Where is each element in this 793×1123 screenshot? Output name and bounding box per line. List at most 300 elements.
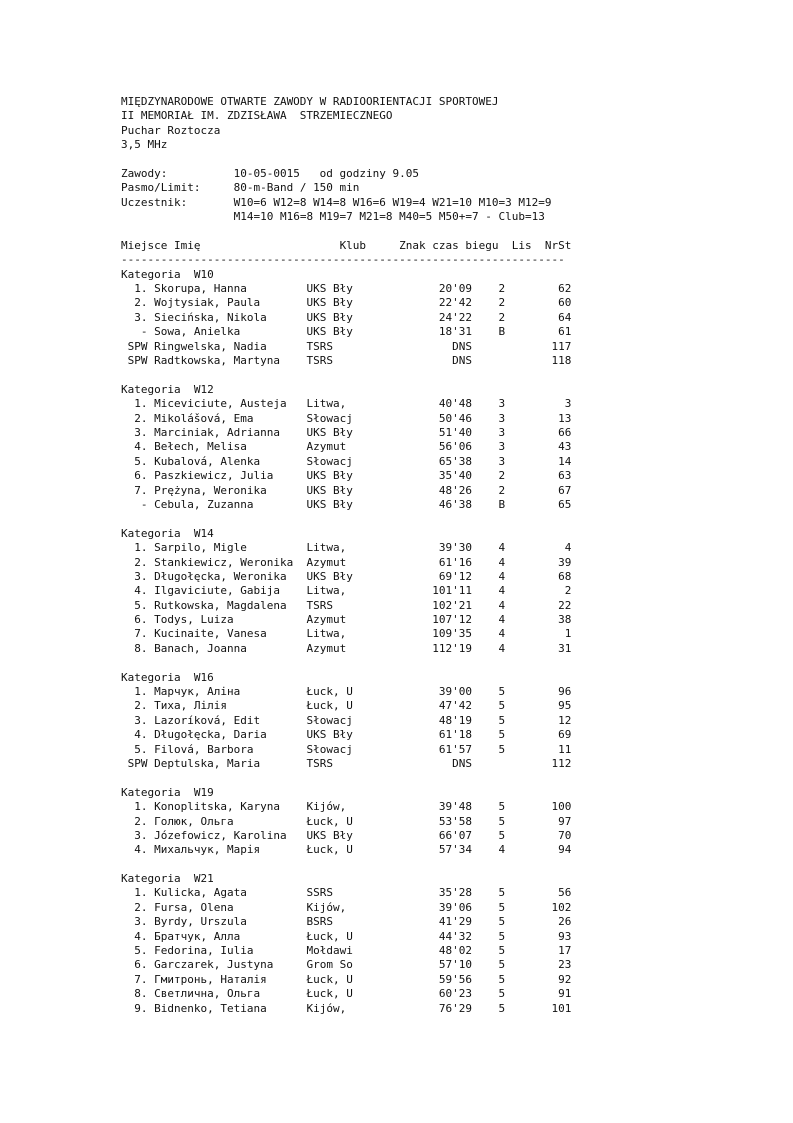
info-uczestnik-value-1: W10=6 W12=8 W14=8 W16=6 W19=4 W21=10 M10=3 M12=9 bbox=[233, 195, 552, 209]
result-nrst: 39 bbox=[505, 555, 572, 569]
result-place: 3. bbox=[121, 915, 155, 929]
category-block bbox=[121, 383, 681, 527]
result-name: Banach, Joanna bbox=[154, 641, 307, 655]
result-place: 5. bbox=[121, 598, 155, 612]
result-place: 5. bbox=[121, 454, 155, 468]
result-club: Grom So bbox=[306, 958, 353, 972]
result-lis: 5 bbox=[472, 713, 506, 727]
col-lis: Lis bbox=[511, 238, 545, 252]
category-title: Kategoria W16 bbox=[121, 670, 214, 684]
result-time: 101'11 bbox=[352, 584, 473, 598]
result-nrst: 4 bbox=[505, 541, 572, 555]
result-row bbox=[121, 757, 681, 771]
result-place: 2. bbox=[121, 900, 155, 914]
result-time: 107'12 bbox=[352, 613, 473, 627]
result-club: UKS Bły bbox=[306, 296, 353, 310]
result-name: Kubalová, Alenka bbox=[154, 454, 307, 468]
result-name: Konoplitska, Karyna bbox=[154, 800, 307, 814]
result-nrst: 94 bbox=[505, 843, 572, 857]
doc-title: MIĘDZYNARODOWE OTWARTE ZAWODY W RADIOORIENTACJI SPORTOWEJ bbox=[121, 95, 499, 108]
result-club: Kijów, bbox=[306, 1001, 353, 1015]
result-name: Deptulska, Maria bbox=[154, 756, 307, 770]
result-row bbox=[121, 886, 681, 900]
result-place: 6. bbox=[121, 958, 155, 972]
result-name: Kucinaite, Vanesa bbox=[154, 627, 307, 641]
result-place: 6. bbox=[121, 613, 155, 627]
result-row bbox=[121, 340, 681, 354]
result-nrst: 101 bbox=[505, 1001, 572, 1015]
result-lis: 5 bbox=[472, 1001, 506, 1015]
result-place: SPW bbox=[121, 354, 155, 368]
result-nrst: 65 bbox=[505, 497, 572, 511]
result-row bbox=[121, 930, 681, 944]
result-lis: B bbox=[472, 497, 506, 511]
result-name: Sarpilo, Migle bbox=[154, 541, 307, 555]
result-time: 44'32 bbox=[352, 929, 473, 943]
result-nrst: 97 bbox=[505, 814, 572, 828]
result-name: Prężyna, Weronika bbox=[154, 483, 307, 497]
result-time: 57'10 bbox=[352, 958, 473, 972]
result-name: Skorupa, Hanna bbox=[154, 282, 307, 296]
result-nrst: 1 bbox=[505, 627, 572, 641]
col-nrst: NrSt bbox=[544, 238, 572, 252]
category-block bbox=[121, 671, 681, 786]
result-club: Kijów, bbox=[306, 900, 353, 914]
result-place: 1. bbox=[121, 886, 155, 900]
result-club: Kijów, bbox=[306, 800, 353, 814]
result-nrst: 2 bbox=[505, 584, 572, 598]
result-lis: 2 bbox=[472, 483, 506, 497]
result-name: Ilgaviciute, Gabija bbox=[154, 584, 307, 598]
spacer bbox=[121, 858, 681, 872]
result-club: Łuck, U bbox=[306, 685, 353, 699]
result-name: Братчук, Алла bbox=[154, 929, 307, 943]
result-name: Cebula, Zuzanna bbox=[154, 497, 307, 511]
result-time: 66'07 bbox=[352, 828, 473, 842]
result-time: 39'30 bbox=[352, 541, 473, 555]
result-nrst: 23 bbox=[505, 958, 572, 972]
info-zawody bbox=[121, 167, 681, 181]
result-lis: 5 bbox=[472, 929, 506, 943]
result-place: 1. bbox=[121, 282, 155, 296]
result-place: 7. bbox=[121, 972, 155, 986]
result-lis: 3 bbox=[472, 454, 506, 468]
doc-subtitle: II MEMORIAŁ IM. ZDZISŁAWA STRZEMIECZNEGO bbox=[121, 109, 393, 123]
result-place: 8. bbox=[121, 641, 155, 655]
result-nrst: 38 bbox=[505, 613, 572, 627]
result-place: 8. bbox=[121, 987, 155, 1001]
result-time: 22'42 bbox=[352, 296, 473, 310]
result-row bbox=[121, 829, 681, 843]
result-nrst: 3 bbox=[505, 397, 572, 411]
result-lis: 5 bbox=[472, 828, 506, 842]
result-club: Słowacj bbox=[306, 411, 353, 425]
result-nrst: 22 bbox=[505, 598, 572, 612]
result-row bbox=[121, 311, 681, 325]
result-club: UKS Bły bbox=[306, 483, 353, 497]
result-lis: 3 bbox=[472, 440, 506, 454]
result-row bbox=[121, 800, 681, 814]
result-place: 1. bbox=[121, 397, 155, 411]
result-lis: 2 bbox=[472, 296, 506, 310]
result-club: Azymut bbox=[306, 555, 353, 569]
result-lis: 5 bbox=[472, 915, 506, 929]
result-club: BSRS bbox=[306, 915, 353, 929]
result-place: 1. bbox=[121, 685, 155, 699]
result-row bbox=[121, 354, 681, 368]
result-name: Siecińska, Nikola bbox=[154, 310, 307, 324]
result-lis: 2 bbox=[472, 310, 506, 324]
result-lis: 4 bbox=[472, 584, 506, 598]
result-place: 3. bbox=[121, 425, 155, 439]
result-name: Byrdy, Urszula bbox=[154, 915, 307, 929]
result-nrst: 68 bbox=[505, 569, 572, 583]
result-nrst: 13 bbox=[505, 411, 572, 425]
result-row bbox=[121, 584, 681, 598]
result-club: Litwa, bbox=[306, 541, 353, 555]
spacer bbox=[121, 368, 681, 382]
col-miejsce: Miejsce bbox=[121, 238, 174, 252]
result-row bbox=[121, 599, 681, 613]
result-row bbox=[121, 455, 681, 469]
result-lis: 5 bbox=[472, 742, 506, 756]
result-time: 41'29 bbox=[352, 915, 473, 929]
result-club: UKS Bły bbox=[306, 425, 353, 439]
result-time: 39'06 bbox=[352, 900, 473, 914]
result-club: UKS Bły bbox=[306, 469, 353, 483]
result-name: Józefowicz, Karolina bbox=[154, 828, 307, 842]
result-time: 39'48 bbox=[352, 800, 473, 814]
result-time: 50'46 bbox=[352, 411, 473, 425]
result-time: 76'29 bbox=[352, 1001, 473, 1015]
category-block bbox=[121, 872, 681, 1016]
result-club: Mołdawi bbox=[306, 944, 353, 958]
result-lis: 5 bbox=[472, 987, 506, 1001]
result-row bbox=[121, 685, 681, 699]
result-time: 61'18 bbox=[352, 728, 473, 742]
result-time: 109'35 bbox=[352, 627, 473, 641]
result-place: SPW bbox=[121, 339, 155, 353]
result-nrst: 91 bbox=[505, 987, 572, 1001]
info-uczestnik bbox=[121, 196, 681, 210]
result-lis: 4 bbox=[472, 627, 506, 641]
result-club: TSRS bbox=[306, 354, 353, 368]
result-nrst: 43 bbox=[505, 440, 572, 454]
result-row bbox=[121, 426, 681, 440]
result-lis: 4 bbox=[472, 598, 506, 612]
result-row bbox=[121, 901, 681, 915]
category-title: Kategoria W14 bbox=[121, 526, 214, 540]
result-time: 56'06 bbox=[352, 440, 473, 454]
category-block bbox=[121, 527, 681, 671]
result-name: Paszkiewicz, Julia bbox=[154, 469, 307, 483]
results-document bbox=[121, 95, 681, 1016]
result-name: Długołęcka, Daria bbox=[154, 728, 307, 742]
info-pasmo-value: 80-m-Band / 150 min bbox=[233, 181, 360, 195]
result-time: 57'34 bbox=[352, 843, 473, 857]
result-lis: 5 bbox=[472, 800, 506, 814]
result-time: 112'19 bbox=[352, 641, 473, 655]
result-row bbox=[121, 1002, 681, 1016]
result-nrst: 69 bbox=[505, 728, 572, 742]
result-row bbox=[121, 944, 681, 958]
result-club: TSRS bbox=[306, 339, 353, 353]
result-time: 35'40 bbox=[352, 469, 473, 483]
result-lis: 5 bbox=[472, 699, 506, 713]
result-nrst: 12 bbox=[505, 713, 572, 727]
result-lis: 2 bbox=[472, 282, 506, 296]
result-time: 18'31 bbox=[352, 325, 473, 339]
result-row bbox=[121, 325, 681, 339]
result-place: 4. bbox=[121, 440, 155, 454]
result-place: 5. bbox=[121, 944, 155, 958]
result-nrst: 117 bbox=[505, 339, 572, 353]
result-name: Marciniak, Adrianna bbox=[154, 425, 307, 439]
result-lis: 4 bbox=[472, 555, 506, 569]
result-lis: 5 bbox=[472, 944, 506, 958]
result-lis: 5 bbox=[472, 900, 506, 914]
result-club: SSRS bbox=[306, 886, 353, 900]
result-nrst: 60 bbox=[505, 296, 572, 310]
result-club: Azymut bbox=[306, 440, 353, 454]
result-club: Azymut bbox=[306, 641, 353, 655]
result-place: 6. bbox=[121, 469, 155, 483]
category-block bbox=[121, 268, 681, 383]
result-nrst: 61 bbox=[505, 325, 572, 339]
result-club: Łuck, U bbox=[306, 814, 353, 828]
result-name: Miceviciute, Austeja bbox=[154, 397, 307, 411]
result-time: 61'16 bbox=[352, 555, 473, 569]
result-name: Михальчук, Марія bbox=[154, 843, 307, 857]
result-club: Łuck, U bbox=[306, 972, 353, 986]
result-row bbox=[121, 714, 681, 728]
result-row bbox=[121, 570, 681, 584]
result-name: Fedorina, Iulia bbox=[154, 944, 307, 958]
result-name: Sowa, Anielka bbox=[154, 325, 307, 339]
result-row bbox=[121, 296, 681, 310]
col-czas: czas biegu bbox=[432, 238, 512, 252]
result-club: UKS Bły bbox=[306, 310, 353, 324]
result-club: Słowacj bbox=[306, 742, 353, 756]
result-row bbox=[121, 282, 681, 296]
result-name: Radtkowska, Martyna bbox=[154, 354, 307, 368]
result-lis: B bbox=[472, 325, 506, 339]
result-row bbox=[121, 642, 681, 656]
category-title: Kategoria W12 bbox=[121, 382, 214, 396]
spacer bbox=[121, 771, 681, 785]
result-time: 59'56 bbox=[352, 972, 473, 986]
categories-list bbox=[121, 268, 681, 1016]
result-row bbox=[121, 915, 681, 929]
result-place: 2. bbox=[121, 296, 155, 310]
result-lis bbox=[472, 340, 505, 353]
result-row bbox=[121, 743, 681, 757]
doc-frequency: 3,5 MHz bbox=[121, 138, 168, 152]
col-znak: Znak bbox=[399, 238, 433, 252]
info-uczestnik-cont bbox=[121, 210, 681, 224]
result-time: DNS bbox=[352, 339, 473, 353]
result-time: 40'48 bbox=[352, 397, 473, 411]
result-name: Garczarek, Justyna bbox=[154, 958, 307, 972]
result-time: DNS bbox=[352, 354, 473, 368]
result-club: Łuck, U bbox=[306, 929, 353, 943]
result-nrst: 56 bbox=[505, 886, 572, 900]
result-nrst: 14 bbox=[505, 454, 572, 468]
result-row bbox=[121, 973, 681, 987]
result-lis bbox=[472, 354, 505, 367]
result-nrst: 100 bbox=[505, 800, 572, 814]
result-club: Litwa, bbox=[306, 584, 353, 598]
result-time: 102'21 bbox=[352, 598, 473, 612]
result-lis: 5 bbox=[472, 814, 506, 828]
result-lis bbox=[472, 757, 505, 770]
result-time: 51'40 bbox=[352, 425, 473, 439]
result-place: 3. bbox=[121, 828, 155, 842]
result-club: Azymut bbox=[306, 613, 353, 627]
result-place: - bbox=[121, 497, 155, 511]
result-time: 20'09 bbox=[352, 282, 473, 296]
result-time: 69'12 bbox=[352, 569, 473, 583]
result-name: Kulicka, Agata bbox=[154, 886, 307, 900]
result-nrst: 63 bbox=[505, 469, 572, 483]
header-separator: ------------------------------------------------------------------- bbox=[121, 253, 565, 267]
result-row bbox=[121, 613, 681, 627]
result-nrst: 95 bbox=[505, 699, 572, 713]
col-klub: Klub bbox=[339, 238, 400, 252]
result-row bbox=[121, 556, 681, 570]
result-name: Голюк, Ольга bbox=[154, 814, 307, 828]
result-row bbox=[121, 484, 681, 498]
result-time: DNS bbox=[352, 756, 473, 770]
result-lis: 3 bbox=[472, 425, 506, 439]
result-club: Łuck, U bbox=[306, 843, 353, 857]
result-name: Stankiewicz, Weronika bbox=[154, 555, 307, 569]
result-club: Słowacj bbox=[306, 454, 353, 468]
spacer bbox=[121, 656, 681, 670]
result-place: 5. bbox=[121, 742, 155, 756]
result-club: Łuck, U bbox=[306, 987, 353, 1001]
result-lis: 5 bbox=[472, 886, 506, 900]
result-nrst: 11 bbox=[505, 742, 572, 756]
result-row bbox=[121, 843, 681, 857]
result-name: Filová, Barbora bbox=[154, 742, 307, 756]
info-uczestnik-value-2: M14=10 M16=8 M19=7 M21=8 M40=5 M50+=7 - Club=13 bbox=[233, 210, 545, 224]
result-row bbox=[121, 815, 681, 829]
result-lis: 2 bbox=[472, 469, 506, 483]
spacer bbox=[121, 153, 681, 167]
result-nrst: 17 bbox=[505, 944, 572, 958]
result-place: 2. bbox=[121, 555, 155, 569]
result-time: 61'57 bbox=[352, 742, 473, 756]
result-place: SPW bbox=[121, 756, 155, 770]
result-place: 4. bbox=[121, 584, 155, 598]
result-nrst: 66 bbox=[505, 425, 572, 439]
result-row bbox=[121, 699, 681, 713]
result-time: 53'58 bbox=[352, 814, 473, 828]
result-time: 48'26 bbox=[352, 483, 473, 497]
result-place: 4. bbox=[121, 929, 155, 943]
result-place: 7. bbox=[121, 483, 155, 497]
result-time: 39'00 bbox=[352, 685, 473, 699]
result-time: 48'02 bbox=[352, 944, 473, 958]
spacer bbox=[121, 512, 681, 526]
doc-cup-name: Puchar Roztocza bbox=[121, 123, 221, 137]
result-lis: 5 bbox=[472, 972, 506, 986]
category-title: Kategoria W21 bbox=[121, 872, 214, 886]
result-time: 65'38 bbox=[352, 454, 473, 468]
result-lis: 4 bbox=[472, 569, 506, 583]
result-club: UKS Bły bbox=[306, 497, 353, 511]
result-place: 2. bbox=[121, 411, 155, 425]
result-row bbox=[121, 987, 681, 1001]
result-place: - bbox=[121, 325, 155, 339]
result-club: Litwa, bbox=[306, 627, 353, 641]
result-time: 48'19 bbox=[352, 713, 473, 727]
result-row bbox=[121, 397, 681, 411]
result-lis: 3 bbox=[472, 397, 506, 411]
result-time: 46'38 bbox=[352, 497, 473, 511]
result-row bbox=[121, 728, 681, 742]
result-club: TSRS bbox=[306, 598, 353, 612]
result-nrst: 118 bbox=[505, 354, 572, 368]
result-row bbox=[121, 412, 681, 426]
result-time: 24'22 bbox=[352, 310, 473, 324]
result-name: Светлична, Ольга bbox=[154, 987, 307, 1001]
result-name: Rutkowska, Magdalena bbox=[154, 598, 307, 612]
info-zawody-label: Zawody: bbox=[121, 166, 234, 180]
result-place: 2. bbox=[121, 699, 155, 713]
result-time: 60'23 bbox=[352, 987, 473, 1001]
result-name: Ringwelska, Nadia bbox=[154, 339, 307, 353]
result-nrst: 62 bbox=[505, 282, 572, 296]
result-nrst: 112 bbox=[505, 756, 572, 770]
column-header-row bbox=[121, 239, 681, 253]
result-nrst: 67 bbox=[505, 483, 572, 497]
result-nrst: 93 bbox=[505, 929, 572, 943]
result-name: Гмитронь, Наталія bbox=[154, 972, 307, 986]
result-nrst: 102 bbox=[505, 900, 572, 914]
result-nrst: 96 bbox=[505, 685, 572, 699]
info-uczestnik-label: Uczestnik: bbox=[121, 195, 234, 209]
result-place: 7. bbox=[121, 627, 155, 641]
result-row bbox=[121, 958, 681, 972]
result-nrst: 64 bbox=[505, 310, 572, 324]
result-place: 1. bbox=[121, 541, 155, 555]
result-lis: 5 bbox=[472, 728, 506, 742]
result-nrst: 70 bbox=[505, 828, 572, 842]
result-place: 1. bbox=[121, 800, 155, 814]
result-nrst: 92 bbox=[505, 972, 572, 986]
result-club: UKS Bły bbox=[306, 569, 353, 583]
category-title: Kategoria W19 bbox=[121, 785, 214, 799]
result-nrst: 31 bbox=[505, 641, 572, 655]
result-name: Bidnenko, Tetiana bbox=[154, 1001, 307, 1015]
result-place: 3. bbox=[121, 310, 155, 324]
result-place: 3. bbox=[121, 713, 155, 727]
result-club: Słowacj bbox=[306, 713, 353, 727]
result-place: 9. bbox=[121, 1001, 155, 1015]
result-lis: 5 bbox=[472, 958, 506, 972]
result-row bbox=[121, 541, 681, 555]
result-name: Lazoríková, Edit bbox=[154, 713, 307, 727]
result-name: Bełech, Melisa bbox=[154, 440, 307, 454]
result-row bbox=[121, 498, 681, 512]
result-place: 3. bbox=[121, 569, 155, 583]
result-name: Марчук, Аліна bbox=[154, 685, 307, 699]
info-indent bbox=[121, 210, 234, 223]
result-nrst: 26 bbox=[505, 915, 572, 929]
category-block bbox=[121, 786, 681, 872]
